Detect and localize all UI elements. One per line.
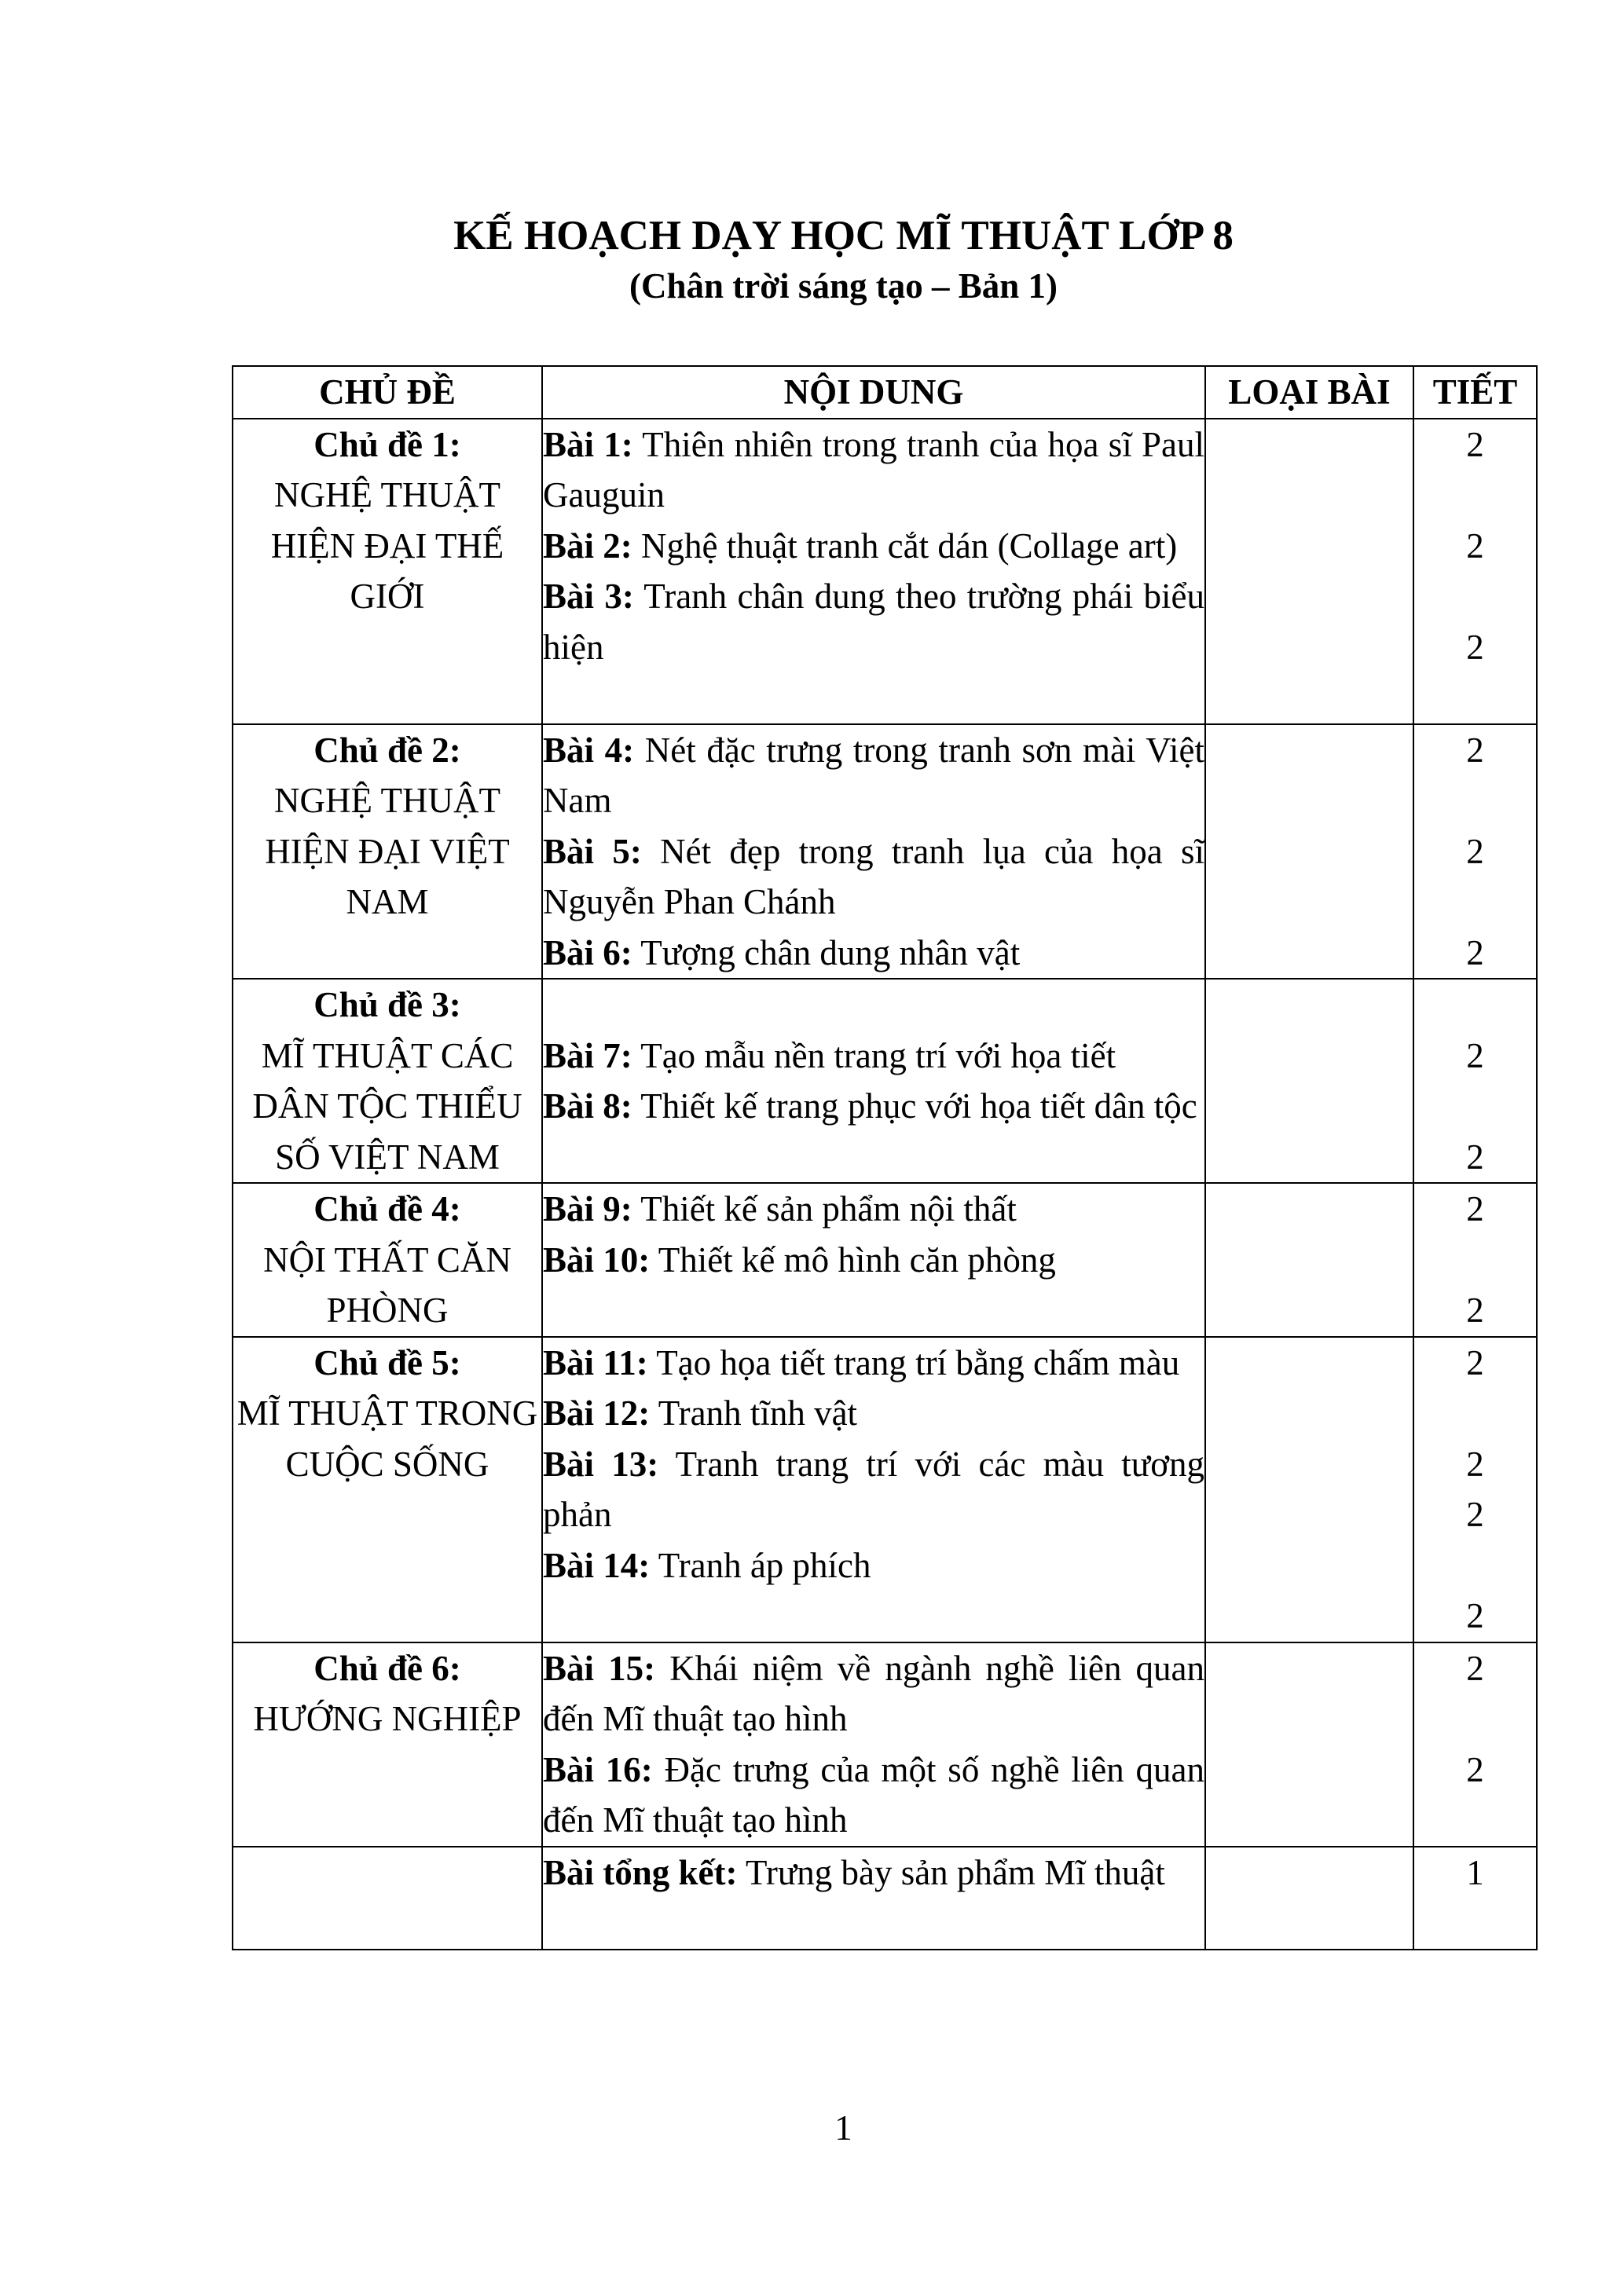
content-cell	[542, 1183, 1205, 1337]
lesson-text: Thiết kế mô hình căn phòng	[658, 1240, 1056, 1280]
table-header-row	[233, 366, 1537, 419]
topic-cell	[233, 1183, 542, 1337]
content-cell	[542, 724, 1205, 980]
type-cell	[1205, 979, 1413, 1183]
period-value: 2	[1466, 1291, 1484, 1330]
topic-heading: Chủ đề 6:	[313, 1648, 461, 1688]
lesson-item	[543, 571, 1204, 672]
lesson-text: Thiết kế sản phẩm nội thất	[640, 1189, 1017, 1229]
topic-name: NGHỆ THUẬT HIỆN ĐẠI VIỆT NAM	[265, 781, 510, 921]
lesson-item	[543, 1338, 1204, 1389]
lesson-text: Tranh tĩnh vật	[658, 1393, 858, 1433]
topic-name: HƯỚNG NGHIỆP	[253, 1699, 522, 1738]
topic-heading: Chủ đề 5:	[313, 1342, 461, 1382]
topic-cell	[233, 1642, 542, 1847]
table-row	[233, 1642, 1537, 1847]
period-value: 2	[1466, 525, 1484, 566]
lesson-label: Bài 5:	[543, 831, 642, 871]
lesson-text: Nghệ thuật tranh cắt dán (Collage art)	[641, 525, 1178, 566]
lesson-label: Bài 8:	[543, 1086, 632, 1126]
lesson-label: Bài 16:	[543, 1749, 653, 1789]
lesson-text: Tranh chân dung theo trường phái biểu hiện	[543, 577, 1204, 667]
topic-name: MĨ THUẬT TRONG CUỘC SỐNG	[236, 1393, 538, 1484]
page-number: 1	[834, 2108, 852, 2148]
period-cell	[1413, 419, 1537, 724]
lesson-item	[543, 1643, 1204, 1745]
lesson-text: Thiết kế trang phục với họa tiết dân tộc	[640, 1086, 1197, 1126]
lesson-item	[543, 521, 1204, 572]
lesson-text: Khái niệm về ngành nghề liên quan đến Mĩ thuật tạo hình	[543, 1648, 1205, 1738]
lesson-label: Bài tổng kết:	[543, 1852, 738, 1892]
page-subtitle: (Chân trời sáng tạo – Bản 1)	[629, 266, 1058, 306]
lesson-item	[543, 1388, 1204, 1439]
topic-cell	[233, 1337, 542, 1642]
topic-heading: Chủ đề 4:	[313, 1189, 461, 1229]
lesson-text: Tạo mẫu nền trang trí với họa tiết	[640, 1035, 1116, 1075]
type-cell	[1205, 1183, 1413, 1337]
period-cell	[1413, 1847, 1537, 1950]
lesson-label: Bài 7:	[543, 1035, 632, 1075]
lesson-label: Bài 10:	[543, 1240, 651, 1280]
lesson-text: Đặc trưng của một số nghề liên quan đến Mĩ thuật tạo hình	[543, 1749, 1205, 1840]
header-type: LOẠI BÀI	[1205, 366, 1413, 419]
topic-heading: Chủ đề 1:	[313, 424, 461, 464]
period-cell	[1413, 979, 1537, 1183]
lesson-label: Bài 1:	[543, 424, 633, 464]
header-periods: TIẾT	[1413, 366, 1537, 419]
topic-heading: Chủ đề 3:	[313, 985, 461, 1024]
lesson-label: Bài 14:	[543, 1545, 651, 1585]
lesson-item	[543, 1184, 1204, 1235]
lesson-item	[543, 725, 1204, 826]
table-row	[233, 724, 1537, 980]
period-value: 2	[1466, 627, 1484, 667]
table-row	[233, 1183, 1537, 1337]
period-cell	[1413, 724, 1537, 980]
period-value: 2	[1466, 424, 1484, 464]
lesson-label: Bài 11:	[543, 1342, 648, 1382]
period-cell	[1413, 1183, 1537, 1337]
lesson-item	[543, 1235, 1204, 1286]
lesson-text: Trưng bày sản phẩm Mĩ thuật	[745, 1852, 1165, 1892]
period-value: 2	[1466, 1189, 1484, 1229]
period-value: 2	[1466, 1495, 1484, 1534]
period-value: 2	[1466, 1648, 1484, 1688]
table-row	[233, 979, 1537, 1183]
lesson-item	[543, 1540, 1204, 1591]
lesson-item	[543, 928, 1204, 979]
lesson-label: Bài 4:	[543, 730, 635, 770]
period-value: 2	[1466, 1444, 1484, 1484]
topic-cell	[233, 724, 542, 980]
lesson-item	[543, 1439, 1204, 1540]
type-cell	[1205, 419, 1413, 724]
period-value: 2	[1466, 831, 1484, 871]
period-value: 1	[1466, 1852, 1484, 1892]
lesson-label: Bài 2:	[543, 525, 632, 566]
content-cell	[542, 979, 1205, 1183]
page-title: KẾ HOẠCH DẠY HỌC MĨ THUẬT LỚP 8	[453, 213, 1234, 258]
content-cell	[542, 1847, 1205, 1950]
lesson-label: Bài 3:	[543, 577, 634, 616]
lesson-text: Tranh trang trí với các màu tương phản	[543, 1444, 1204, 1534]
period-value: 2	[1466, 730, 1484, 770]
lesson-item	[543, 1031, 1204, 1082]
lesson-item	[543, 419, 1204, 521]
lesson-label: Bài 15:	[543, 1648, 656, 1688]
lesson-label: Bài 9:	[543, 1189, 632, 1229]
topic-cell	[233, 1847, 542, 1950]
table-row	[233, 1337, 1537, 1642]
content-cell	[542, 419, 1205, 724]
table-row	[233, 1847, 1537, 1950]
lesson-text: Nét đặc trưng trong tranh sơn mài Việt Nam	[543, 730, 1204, 820]
topic-heading: Chủ đề 2:	[313, 730, 461, 770]
lesson-item	[543, 1081, 1204, 1132]
header-topic: CHỦ ĐỀ	[233, 366, 542, 419]
type-cell	[1205, 1337, 1413, 1642]
type-cell	[1205, 1642, 1413, 1847]
lesson-label: Bài 6:	[543, 932, 632, 972]
lesson-item	[543, 1745, 1204, 1846]
period-cell	[1413, 1642, 1537, 1847]
table-row	[233, 419, 1537, 724]
lesson-text: Tạo họa tiết trang trí bằng chấm màu	[656, 1342, 1180, 1382]
period-value: 2	[1466, 1749, 1484, 1789]
lesson-text: Tranh áp phích	[658, 1545, 871, 1585]
content-cell	[542, 1337, 1205, 1642]
type-cell	[1205, 724, 1413, 980]
lesson-text: Thiên nhiên trong tranh của họa sĩ Paul Gauguin	[543, 424, 1204, 514]
header-content: NỘI DUNG	[542, 366, 1205, 419]
lesson-label: Bài 12:	[543, 1393, 651, 1433]
lesson-item	[543, 826, 1204, 928]
lesson-item	[543, 1847, 1204, 1899]
period-value: 2	[1466, 1342, 1484, 1382]
period-value: 2	[1466, 1137, 1484, 1177]
lesson-text: Nét đẹp trong tranh lụa của họa sĩ Nguyễn Phan Chánh	[543, 831, 1204, 921]
topic-cell	[233, 979, 542, 1183]
period-cell	[1413, 1337, 1537, 1642]
topic-cell	[233, 419, 542, 724]
type-cell	[1205, 1847, 1413, 1950]
period-value: 2	[1466, 932, 1484, 972]
topic-name: MĨ THUẬT CÁC DÂN TỘC THIỂU SỐ VIỆT NAM	[252, 1035, 522, 1177]
period-value: 2	[1466, 1596, 1484, 1635]
lesson-label: Bài 13:	[543, 1444, 659, 1484]
topic-name: NỘI THẤT CĂN PHÒNG	[263, 1240, 511, 1330]
period-value: 2	[1466, 1035, 1484, 1075]
lesson-plan-table	[232, 365, 1538, 1950]
lesson-text: Tượng chân dung nhân vật	[640, 932, 1021, 972]
topic-name: NGHỆ THUẬT HIỆN ĐẠI THẾ GIỚI	[270, 475, 504, 616]
content-cell	[542, 1642, 1205, 1847]
